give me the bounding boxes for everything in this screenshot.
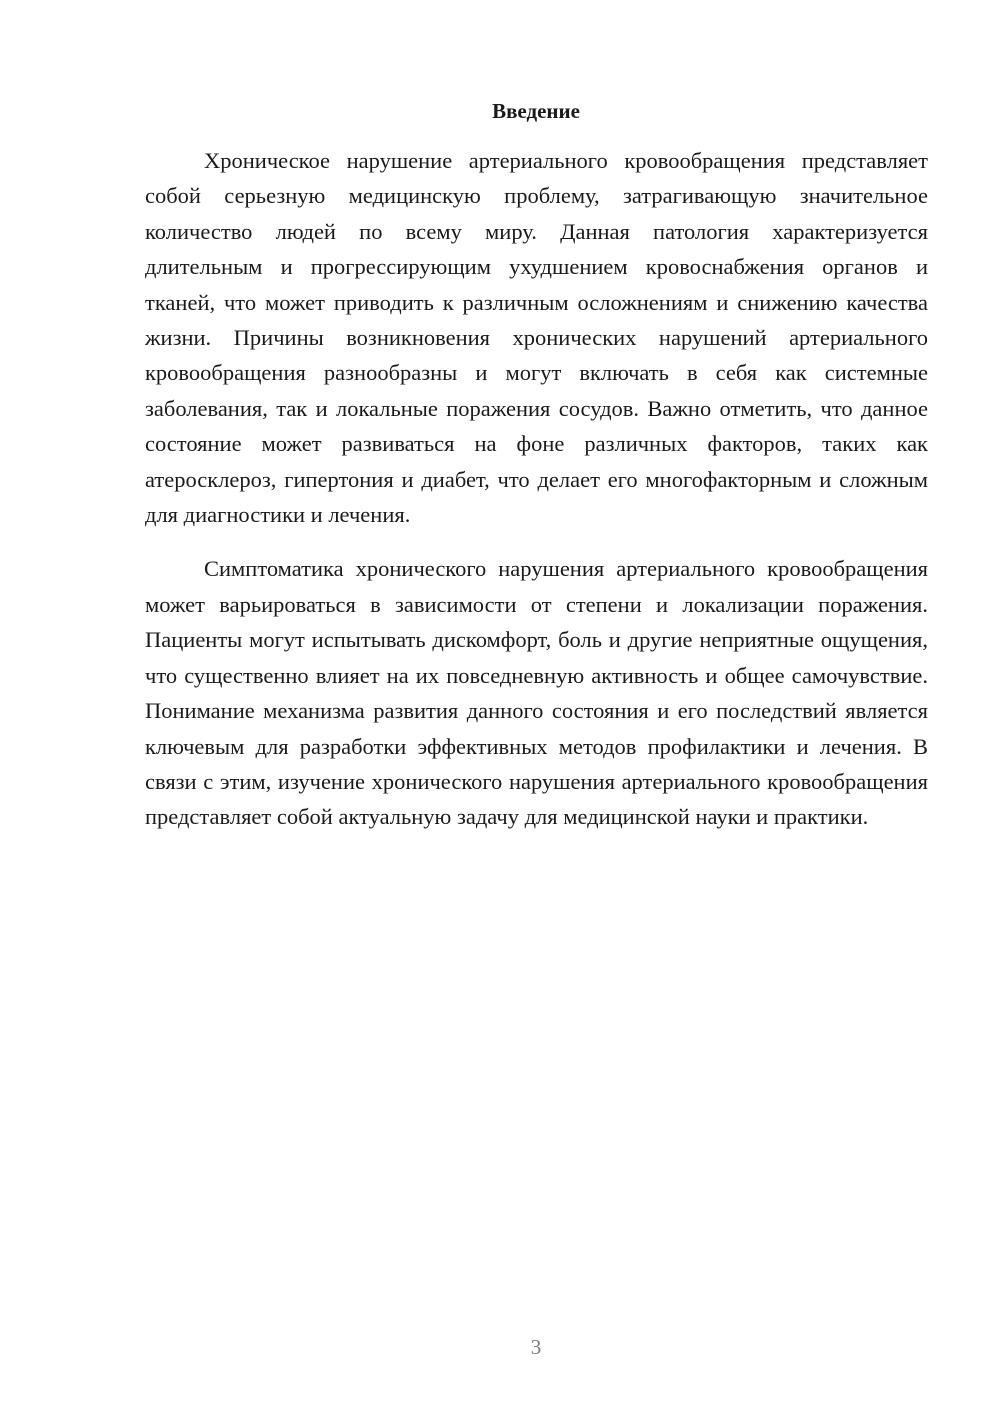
page-number: 3 (530, 1335, 542, 1359)
body-text (145, 143, 928, 835)
paragraph-1: Хроническое нарушение артериального кровообращения представляет собой серьезную медицинскую проблему, затрагивающую значительное количество людей по всему миру. Данная патология характеризуется длительным и прогрессирующим ухудшением кровоснабжения органов и тканей, что может приводить к различным осложнениям и снижению качества жизни. Причины возникновения хронических нарушений артериального кровообращения разнообразны и могут включать в себя как системные заболевания, так и локальные поражения сосудов. Важно отметить, что данное состояние может развиваться на фоне различных факторов, таких как атеросклероз, гипертония и диабет, что делает его многофакторным и сложным для диагностики и лечения. (145, 148, 928, 528)
section-title: Введение (492, 99, 580, 123)
paragraph-2: Симптоматика хронического нарушения артериального кровообращения может варьироваться в зависимости от степени и локализации поражения. Пациенты могут испытывать дискомфорт, боль и другие неприятные ощущения, что существенно влияет на их повседневную активность и общее самочувствие. Понимание механизма развития данного состояния и его последствий является ключевым для разработки эффективных методов профилактики и лечения. В связи с этим, изучение хронического нарушения артериального кровообращения представляет собой актуальную задачу для медицинской науки и практики. (145, 556, 928, 830)
